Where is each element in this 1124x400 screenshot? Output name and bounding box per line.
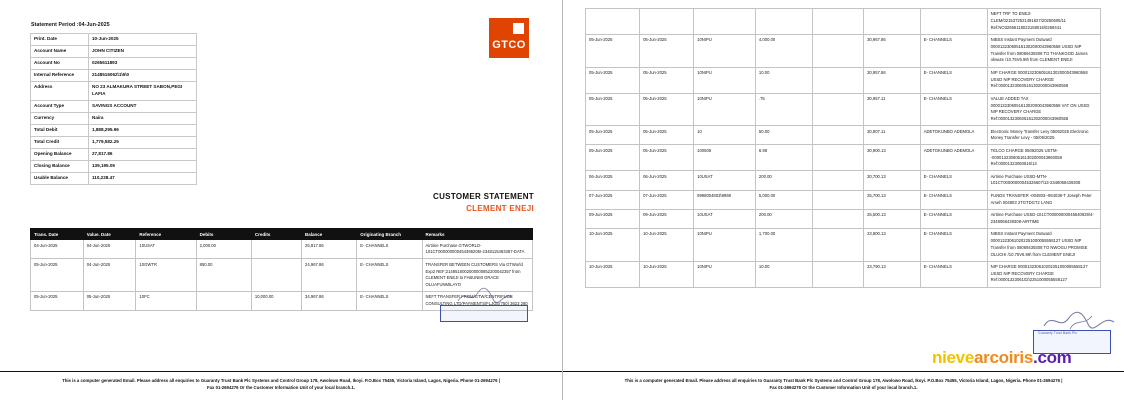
- footer-line-2: Fax 01-2694276 Or the Customer Information Unit of your local branch.1.: [769, 385, 918, 391]
- account-detail-row: [31, 34, 197, 46]
- cell-reference: 10USAT: [694, 209, 756, 228]
- cell-branch: E- CHANNELS: [920, 209, 987, 228]
- cell-credits: [812, 34, 864, 67]
- table-header-row: [31, 229, 533, 240]
- cell-remarks: NIBSS Instant Payment Outward 000013230610202251000055558127 USSD NIP Transfer from 08069439308 TO NWOGU PROMISE OLUCHI /10.75V6.98\ from CLEMENT ENEJI: [987, 229, 1100, 262]
- cell-balance: 30,700.13: [864, 171, 921, 190]
- footer-line-2: Fax 01-2694276 Or the Customer Information Unit of your local branch.1.: [206, 385, 356, 391]
- account-detail-key: Total Credit: [31, 136, 89, 148]
- cell-branch: E- CHANNELS: [920, 190, 987, 209]
- cell-balance: 23,790.13: [864, 261, 921, 287]
- cell-branch: E- CHANNELS: [357, 240, 422, 259]
- table-row: [586, 93, 1101, 126]
- table-row: [586, 67, 1101, 93]
- cell-remarks: TRANSFER BETWEEN CUSTOMERS Via GTWorld Exp2 REF:2148516002000000852200042357 from CLEMENT ENEJI to FABUNMI GRACE OLUAFUNMILAYO: [422, 259, 532, 292]
- cell-branch: E- CHANNELS: [357, 259, 422, 292]
- cell-debits: 5,000.00: [755, 190, 812, 209]
- cell-reference: 10USAT: [694, 171, 756, 190]
- cell-debits: 4,000.00: [755, 34, 812, 67]
- cell-remarks: NIP CHARGE 000013230610202251000055558127 USSD NIP RECOVERY CHARGE Ref:0000132306102\2251000055558127: [987, 261, 1100, 287]
- column-header: Value. Date: [83, 229, 136, 240]
- cell-balance: 23,800.13: [864, 229, 921, 262]
- gtco-logo: [489, 18, 529, 58]
- account-detail-row: [31, 160, 197, 172]
- cell-debits: [755, 9, 812, 35]
- cell-trans-date: [586, 9, 640, 35]
- cell-value-date: 10-Jun-2025: [640, 229, 694, 262]
- cell-branch: ADETOKUNBO ADEMOLA: [920, 145, 987, 171]
- cell-debits: 6.98: [755, 145, 812, 171]
- account-detail-value: 0265611893: [89, 58, 197, 70]
- table-row: [586, 145, 1101, 171]
- cell-balance: 30,957.86: [864, 67, 921, 93]
- account-detail-key: Account Name: [31, 46, 89, 58]
- account-detail-row: [31, 58, 197, 70]
- customer-statement-heading: CUSTOMER STATEMENT: [433, 192, 534, 201]
- cell-value-date: 05-Jun-2025: [640, 93, 694, 126]
- cell-balance: 34,967.86: [302, 292, 357, 311]
- cell-credits: [812, 126, 864, 145]
- cell-credits: [812, 229, 864, 262]
- cell-remarks: Airtime Purchase USSD-101CT00000000045540929\4-2348068439308-AIRTIME: [987, 209, 1100, 228]
- cell-branch: E- CHANNELS: [357, 292, 422, 311]
- account-detail-value: SAVINGS ACCOUNT: [89, 100, 197, 112]
- cell-balance: 30,967.86: [864, 34, 921, 67]
- footer-right: [563, 371, 1124, 400]
- account-detail-row: [31, 148, 197, 160]
- cell-debits: [196, 292, 251, 311]
- cell-credits: [251, 259, 301, 292]
- footer-left: [0, 371, 562, 400]
- cell-balance: 25,700.13: [864, 190, 921, 209]
- account-detail-value: 110,228.47: [89, 173, 197, 185]
- cell-balance: 30,907.11: [864, 126, 921, 145]
- account-details-body: [31, 34, 197, 185]
- cell-debits: 50.00: [755, 126, 812, 145]
- account-detail-value: 1,888,295.96: [89, 124, 197, 136]
- cell-balance: 25,817.86: [302, 240, 357, 259]
- gtco-logo-wordmark: GTCO: [492, 39, 526, 51]
- cell-trans-date: 05-Jun-2025: [586, 126, 640, 145]
- watermark-part-3: .com: [1033, 348, 1072, 367]
- cell-debits: 10.00: [755, 261, 812, 287]
- account-detail-key: Account Type: [31, 100, 89, 112]
- transactions-table-right: [585, 8, 1101, 288]
- account-detail-key: Total Debit: [31, 124, 89, 136]
- cell-value-date: 05-Jun-2025: [640, 145, 694, 171]
- cell-trans-date: 05-Jun-2025: [586, 34, 640, 67]
- transactions-body-right: [586, 9, 1101, 288]
- cell-remarks: Electronic Money Transfer Levy 05062025 Electronic Money Transfer Levy - 05/06/2025: [987, 126, 1100, 145]
- cell-trans-date: 09-Jun-2025: [586, 209, 640, 228]
- site-watermark: [932, 348, 1072, 368]
- cell-reference: 10: [694, 126, 756, 145]
- account-detail-row: [31, 112, 197, 124]
- account-detail-key: Internal Reference: [31, 70, 89, 82]
- cell-trans-date: 05-Jun-2025: [586, 145, 640, 171]
- cell-credits: [812, 9, 864, 35]
- cell-trans-date: 05-Jun-2025: [586, 93, 640, 126]
- watermark-part-1: nieve: [932, 348, 974, 367]
- cell-debits: .75: [755, 93, 812, 126]
- cell-trans-date: 06-Jun-2025: [586, 171, 640, 190]
- account-detail-key: Account No: [31, 58, 89, 70]
- account-detail-value: 1,779,582.25: [89, 136, 197, 148]
- cell-reference: 10NIPU: [694, 93, 756, 126]
- account-detail-value: 27,817.86: [89, 148, 197, 160]
- account-detail-value: NO 23 ALMAKURA STREET SABON,PEGI LAFIA: [89, 82, 197, 101]
- cell-remarks: FUNDS TRANSFER -004803--954038-T Joseph Peter Ameh 004803 2TGTDGT2 LANG: [987, 190, 1100, 209]
- account-detail-value: JOHN CITIZEN: [89, 46, 197, 58]
- cell-branch: E- CHANNELS: [920, 93, 987, 126]
- bank-stamp-overlay: Guaranty Trust Bank Plc: [1038, 331, 1078, 335]
- column-header: Reference: [136, 229, 196, 240]
- table-row: [586, 229, 1101, 262]
- cell-branch: [920, 9, 987, 35]
- account-detail-value: 139,195.05: [89, 160, 197, 172]
- cell-debits: 2,000.00: [196, 240, 251, 259]
- cell-branch: ADETOKUNBO ADEMOLA: [920, 126, 987, 145]
- cell-remarks: Airtime Purchase GTWORLD-101CT000000000454396205I-2348115493387-DATA: [422, 240, 532, 259]
- table-row: [586, 261, 1101, 287]
- cell-value-date: 09-Jun-2025: [640, 209, 694, 228]
- cell-remarks: NEFT TRF TO ENEJI CLEM/0215372521491627/20250605/11 Ref:NO32656118022158016\0269441: [987, 9, 1100, 35]
- cell-trans-date: 10-Jun-2025: [586, 261, 640, 287]
- cell-branch: E- CHANNELS: [920, 171, 987, 190]
- cell-remarks: TELCO CHARGE 05062025 USTM--000013230605161302000043960058 Ref:00001323060516\13: [987, 145, 1100, 171]
- account-detail-key: Opening Balance: [31, 148, 89, 160]
- cell-value-date: 05-Jun-2025: [640, 34, 694, 67]
- account-detail-row: [31, 70, 197, 82]
- cell-value-date: 05-Jun-2025: [640, 126, 694, 145]
- account-detail-value: 10-Jun-2025: [89, 34, 197, 46]
- cell-value-date: [640, 9, 694, 35]
- cell-trans-date: 05-Jun-2025: [586, 67, 640, 93]
- cell-credits: [812, 145, 864, 171]
- cell-reference: [694, 9, 756, 35]
- cell-branch: E- CHANNELS: [920, 67, 987, 93]
- cell-remarks: VALUE ADDED TAX 000013230605161302000043960558 VAT ON USSD NIP RECOVERY CHARGE Ref:000013230605161302000043960558: [987, 93, 1100, 126]
- cell-value-date: 06-Jun-2025: [640, 171, 694, 190]
- statement-page-right: [563, 0, 1124, 400]
- cell-remarks: NIP CHARGE 000013230605161302000043960558 USSD NIP RECOVERY CHARGE Ref:000013230605161302000043960558: [987, 67, 1100, 93]
- table-row: [586, 9, 1101, 35]
- column-header: Debits: [196, 229, 251, 240]
- account-detail-row: [31, 136, 197, 148]
- cell-branch: E- CHANNELS: [920, 34, 987, 67]
- watermark-part-2: arcoiris: [973, 348, 1034, 367]
- cell-value-date: 04-Jun-2025: [83, 259, 136, 292]
- cell-balance: [864, 9, 921, 35]
- cell-credits: [812, 93, 864, 126]
- cell-remarks: NIBSS Instant Payment Outward 000013230605161302000043960558 USSD NIP Transfer from 08069439308 TO THANKGOD James okwute /10.75V6.98\ from CLEMENT ENEJI: [987, 34, 1100, 67]
- cell-reference: 9998004803\9998: [694, 190, 756, 209]
- statement-period-label: Statement Period :: [31, 22, 79, 28]
- cell-credits: [812, 261, 864, 287]
- cell-value-date: 07-Jun-2025: [640, 190, 694, 209]
- cell-value-date: 05-Jun-2025: [640, 67, 694, 93]
- account-detail-value: 2148516062\1\5\0: [89, 70, 197, 82]
- cell-balance: 30,957.11: [864, 93, 921, 126]
- column-header: Trans. Date: [31, 229, 84, 240]
- cell-value-date: 05-Jun-2025: [83, 292, 136, 311]
- signature-overlay-left: [455, 286, 515, 306]
- table-row: [586, 126, 1101, 145]
- column-header: Remarks: [422, 229, 532, 240]
- cell-branch: E- CHANNELS: [920, 261, 987, 287]
- account-detail-key: Print. Date: [31, 34, 89, 46]
- account-detail-row: [31, 46, 197, 58]
- cell-balance: 24,967.86: [302, 259, 357, 292]
- cell-debits: 200.00: [755, 171, 812, 190]
- cell-trans-date: 10-Jun-2025: [586, 229, 640, 262]
- cell-remarks: NEFT TRANSFER FROM/GTW/CENTRIFUGE CONSULTING LTD/PAYMENTS/FLJGE(750) 3623 280: [422, 292, 532, 311]
- cell-reference: 10NIPU: [694, 34, 756, 67]
- cell-debits: 200.00: [755, 209, 812, 228]
- cell-credits: [251, 240, 301, 259]
- cell-balance: 25,500.13: [864, 209, 921, 228]
- statement-period: [31, 22, 110, 28]
- table-row: [586, 209, 1101, 228]
- cell-trans-date: 04-Jun-2025: [31, 240, 84, 259]
- account-detail-key: Address: [31, 82, 89, 101]
- column-header: Originating Branch: [357, 229, 422, 240]
- account-details-table: [30, 33, 197, 185]
- cell-credits: [812, 67, 864, 93]
- account-detail-row: [31, 173, 197, 185]
- table-row: [31, 240, 533, 259]
- cell-reference: 10FC: [136, 292, 196, 311]
- customer-name: CLEMENT ENEJI: [466, 204, 534, 213]
- cell-trans-date: 05-Jun-2025: [31, 259, 84, 292]
- page-left-body: [0, 0, 562, 371]
- cell-trans-date: 07-Jun-2025: [586, 190, 640, 209]
- cell-credits: [812, 190, 864, 209]
- cell-credits: 10,000.00: [251, 292, 301, 311]
- customer-statement-title: [433, 192, 534, 213]
- transactions-head-left: [31, 229, 533, 240]
- cell-branch: E- CHANNELS: [920, 229, 987, 262]
- cell-reference: 10USAT: [136, 240, 196, 259]
- account-detail-row: [31, 124, 197, 136]
- cell-reference: 10NIPU: [694, 67, 756, 93]
- footer-line-1: This is a computer generated Email. Please address all enquiries to Guaranty Trust Bank Plc Systems and Control Group 178, Awolowo Road, Ikoyi. P.O.Box 75455, Victoria Island, Lagos, Nigeria. Phone 01-2694276 |: [624, 378, 1063, 383]
- cell-reference: 10NIPU: [694, 261, 756, 287]
- column-header: Balance: [302, 229, 357, 240]
- account-detail-key: Usable Balance: [31, 173, 89, 185]
- cell-reference: 10GWTR: [136, 259, 196, 292]
- cell-reference: 10NIPU: [694, 229, 756, 262]
- table-row: [586, 190, 1101, 209]
- cell-credits: [812, 209, 864, 228]
- cell-balance: 30,900.13: [864, 145, 921, 171]
- account-detail-row: [31, 82, 197, 101]
- account-detail-key: Closing Balance: [31, 160, 89, 172]
- cell-trans-date: 05-Jun-2025: [31, 292, 84, 311]
- account-detail-key: Currency: [31, 112, 89, 124]
- cell-value-date: 10-Jun-2025: [640, 261, 694, 287]
- column-header: Credits: [251, 229, 301, 240]
- cell-value-date: 04-Jun-2025: [83, 240, 136, 259]
- cell-debits: 1,700.00: [755, 229, 812, 262]
- cell-debits: 10.00: [755, 67, 812, 93]
- gtco-logo-square-icon: [513, 23, 524, 34]
- account-detail-value: Naira: [89, 112, 197, 124]
- table-row: [586, 171, 1101, 190]
- cell-debits: 850.00: [196, 259, 251, 292]
- statement-period-value: 04-Jun-2025: [78, 22, 110, 28]
- cell-credits: [812, 171, 864, 190]
- table-row: [586, 34, 1101, 67]
- signature-overlay-right: [1040, 310, 1118, 332]
- cell-reference: 100506: [694, 145, 756, 171]
- footer-line-1: This is a computer generated Email. Please address all enquiries to Guaranty Trust Bank Plc Systems and Control Group 178, Awolowo Road, Ikoyi. P.O.Box 75455, Victoria Island, Lagos, Nigeria. Phone 01-2694276 |: [62, 378, 500, 383]
- cell-remarks: Airtime Purchase USSD-MTN-101CT00000000045326607\13-2348068439308: [987, 171, 1100, 190]
- account-detail-row: [31, 100, 197, 112]
